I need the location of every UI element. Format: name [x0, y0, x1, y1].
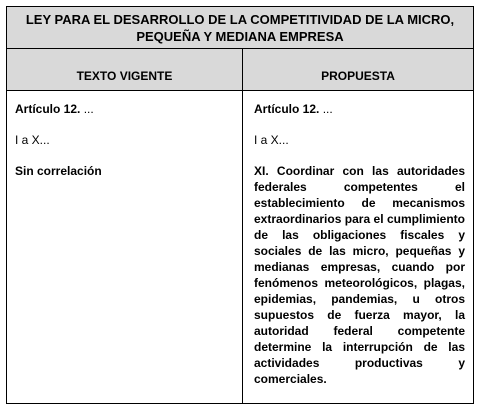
right-article-line — [254, 101, 465, 117]
right-article-ellipsis: ... — [319, 102, 333, 116]
left-range-line: I a X... — [15, 133, 50, 147]
table-title-cell — [7, 7, 473, 49]
table-title-line1: LEY PARA EL DESARROLLO DE LA COMPETITIVIDAD DE LA MICRO, — [25, 11, 455, 27]
comparison-table — [6, 6, 474, 404]
table-title — [26, 11, 454, 45]
left-article-label: Artículo 12. — [15, 102, 81, 116]
left-article-line — [15, 101, 235, 117]
header-propuesta: PROPUESTA — [321, 69, 395, 83]
header-texto-vigente: TEXTO VIGENTE — [7, 49, 243, 90]
table-title-line2: PEQUEÑA Y MEDIANA EMPRESA — [136, 28, 344, 44]
table-body-row — [7, 91, 473, 403]
texto-vigente-column — [7, 91, 243, 403]
right-range-line: I a X... — [254, 133, 289, 147]
left-article-ellipsis: ... — [80, 102, 94, 116]
right-article-label: Artículo 12. — [254, 102, 320, 116]
propuesta-column — [243, 91, 473, 403]
proposal-fraction-xi: XI. Coordinar con las autoridades federales competentes el establecimiento de mecanismos extraordinarios para el cumplimiento de las obligaciones fiscales y sociales de las micro, pequeñas y medianas empresas, cuando por fenómenos meteorológicos, plagas, epidemias, pandemias, u otros supuestos de fuerza mayor, la autoridad federal competente determine la interrupción de las actividades productivas y comerciales. — [254, 164, 465, 386]
column-header-row — [7, 49, 473, 91]
left-no-correlation: Sin correlación — [15, 164, 102, 178]
